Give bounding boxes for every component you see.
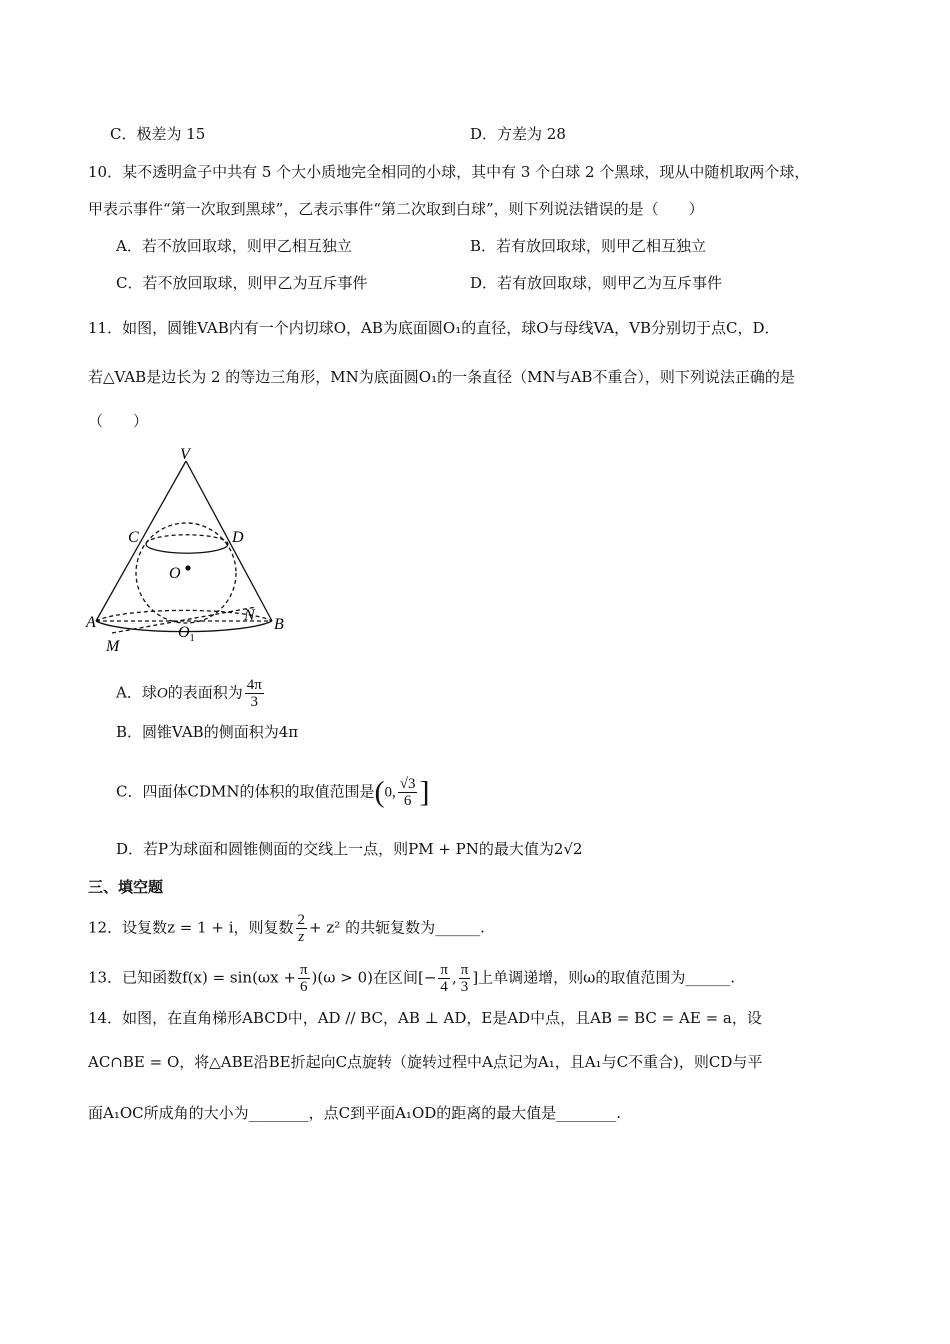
inscribed-sphere <box>136 523 236 623</box>
q11-option-c <box>116 776 429 809</box>
label-a: A <box>86 614 96 631</box>
label-v: V <box>180 446 190 463</box>
center-o-dot <box>185 565 190 570</box>
q14-line1: 14．如图，在直角梯形ABCD中，AD // BC，AB ⊥ AD，E是AD中点，且AB = BC = AE = a，设 <box>88 1009 762 1027</box>
q13-fraction-1 <box>298 962 310 995</box>
q11-option-a <box>116 677 266 710</box>
q11-option-a-fraction <box>245 677 264 710</box>
q10-stem-line1: 10．某不透明盒子中共有 5 个大小质地完全相同的小球，其中有 3 个白球 2 个黑球，现从中随机取两个球， <box>88 163 810 181</box>
q13 <box>88 962 735 995</box>
q13-mid: )(ω > 0)在区间[− <box>311 968 437 987</box>
q11-option-b: B．圆锥VAB的侧面积为4π <box>116 723 299 741</box>
cone-side-vb <box>186 461 272 621</box>
tangent-circle-front <box>146 544 228 553</box>
tangent-circle-back <box>146 535 228 544</box>
q13-post: ]上单调递增，则ω的取值范围为______. <box>472 968 736 987</box>
q10-option-a: A．若不放回取球，则甲乙相互独立 <box>116 237 352 255</box>
fraction-numerator: 4π <box>246 677 262 693</box>
fraction-numerator: π <box>460 962 469 978</box>
fraction-numerator: 2 <box>297 912 306 928</box>
fraction-denominator: 3 <box>460 979 469 995</box>
q11-stem-line1: 11．如图，圆锥VAB内有一个内切球O，AB为底面圆O₁的直径，球O与母线VA，VB分别切于点C，D． <box>88 319 780 337</box>
q12-post: + z² 的共轭复数为______. <box>309 918 485 937</box>
label-b: B <box>274 616 284 633</box>
q11-option-c-zero: 0, <box>384 784 396 801</box>
fraction-denominator: z <box>298 929 305 945</box>
left-paren: ( <box>374 775 385 809</box>
fraction-denominator: 4 <box>440 979 448 995</box>
right-bracket: ] <box>419 775 430 809</box>
fraction-denominator: 6 <box>299 979 308 995</box>
cone-side-va <box>96 461 186 621</box>
q11-option-d: D．若P为球面和圆锥侧面的交线上一点，则PM + PN的最大值为2√2 <box>116 840 583 858</box>
q12 <box>88 912 485 945</box>
label-c: C <box>128 529 139 546</box>
q9-option-d: D．方差为 28 <box>470 125 566 143</box>
fraction-numerator: √3 <box>399 776 416 792</box>
fraction-denominator: 3 <box>250 694 258 710</box>
q12-fraction <box>296 912 308 945</box>
fraction-numerator: π <box>299 962 308 978</box>
fraction-denominator: 6 <box>403 793 412 809</box>
q12-pre: 12．设复数z = 1 + i，则复数 <box>88 918 294 937</box>
q14-line2: AC∩BE = O，将△ABE沿BE折起向C点旋转（旋转过程中A点记为A₁，且A₁与C不重合)，则CD与平 <box>88 1053 763 1071</box>
q9-option-c: C．极差为 15 <box>110 125 206 143</box>
q11-option-a-var: O <box>156 685 168 702</box>
q11-option-c-pre: C．四面体CDMN的体积的取值范围是 <box>116 782 375 801</box>
label-d: D <box>232 529 244 546</box>
label-n: N <box>244 607 255 624</box>
cone-figure <box>84 445 304 655</box>
q11-option-a-mid: 的表面积为 <box>167 683 243 702</box>
q11-stem-line3: （ ） <box>88 412 149 430</box>
q11-option-a-pre: A．球 <box>116 683 157 702</box>
q14-line3: 面A₁OC所成角的大小为________，点C到平面A₁OD的距离的最大值是________. <box>88 1104 622 1122</box>
q10-stem-line2: 甲表示事件“第一次取到黑球”，乙表示事件“第二次取到白球”，则下列说法错误的是（ ） <box>88 200 704 218</box>
fraction-numerator: π <box>440 962 448 978</box>
q10-option-d: D．若有放回取球，则甲乙为互斥事件 <box>470 274 723 292</box>
q11-stem-line2: 若△VAB是边长为 2 的等边三角形，MN为底面圆O₁的一条直径（MN与AB不重合），则下列说法正确的是 <box>88 368 795 386</box>
q13-comma: , <box>451 968 457 987</box>
q10-option-c: C．若不放回取球，则甲乙为互斥事件 <box>116 274 368 292</box>
q10-option-b: B．若有放回取球，则甲乙相互独立 <box>470 237 707 255</box>
section-fill-in-heading: 三、填空题 <box>88 878 164 896</box>
q13-pre: 13．已知函数f(x) = sin(ωx + <box>88 968 296 987</box>
q13-fraction-3 <box>459 962 471 995</box>
label-m: M <box>106 638 120 655</box>
q11-option-c-fraction <box>398 776 418 809</box>
label-o: O <box>169 565 181 582</box>
q13-fraction-2 <box>438 962 450 995</box>
label-o1: $O_1$ <box>178 624 195 644</box>
